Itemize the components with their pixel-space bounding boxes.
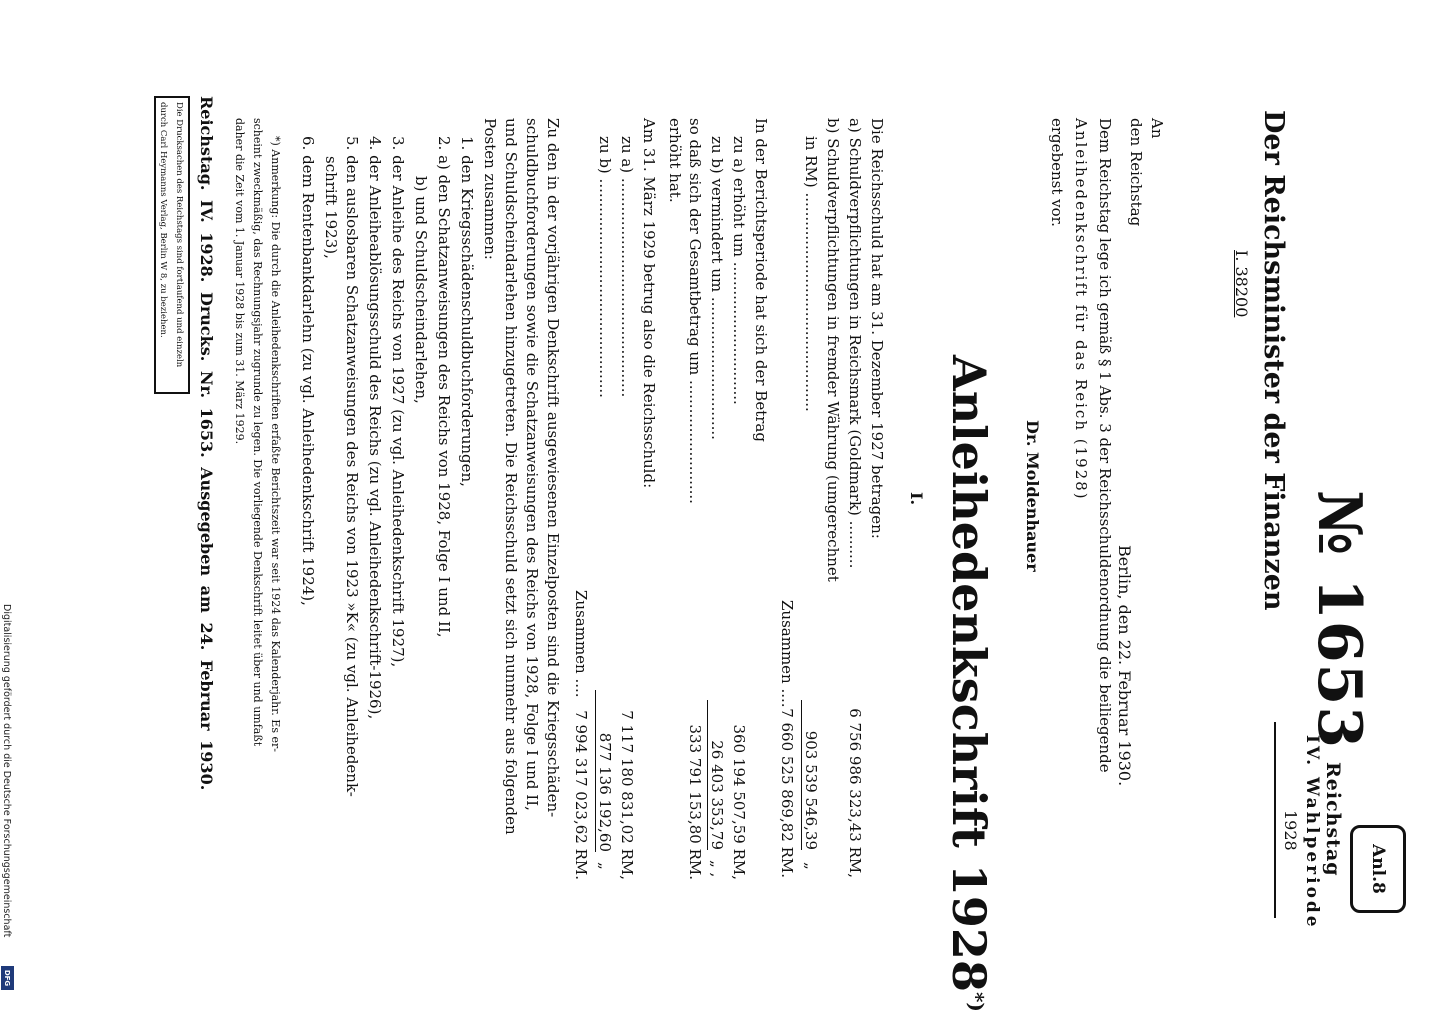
march-b-value: 877 136 192,60 <box>595 690 614 852</box>
change-a-label: zu a) erhöht um .............................. <box>730 136 748 405</box>
header-rule <box>1274 722 1276 918</box>
reichstag-label: Reichstag <box>1322 762 1344 877</box>
place-date: Berlin, den 22. Februar 1930. <box>1115 545 1134 787</box>
addressee-line-2: den Reichstag <box>1127 118 1145 227</box>
list-item: 1. den Kriegsschädenschuldbuchforderungen, <box>458 136 476 487</box>
intro-line-2: Anleihedenkschrift für das Reich (1928) <box>1072 118 1090 501</box>
reference-number: I. 38200 <box>1232 250 1251 318</box>
section-number: I. <box>907 492 926 506</box>
change-b-value: 26 403 353,79 <box>707 700 726 850</box>
march-intro: Am 31. März 1929 betrug also die Reichsschuld: <box>640 118 658 489</box>
list-item: 6. dem Rentenbankdarlehn (zu vgl. Anleihedenkschrift 1924), <box>299 136 317 606</box>
dfg-logo <box>1 966 14 990</box>
dfg-logo-text: DFG <box>3 969 12 987</box>
march-b-ditto: „ <box>596 862 614 870</box>
item-b-ditto: „ <box>802 862 820 870</box>
para-line-4: Posten zusammen: <box>481 118 499 260</box>
para-line-2: schuldbuchforderungen sowie die Schatzanweisungen des Reichs von 1928, Folge I und II, <box>523 118 541 811</box>
list-item: 2. a) den Schatzanweisungen des Reichs von 1928, Folge I und II, <box>435 136 453 638</box>
change-b-label: zu b) vermindert um .............................. <box>708 136 726 440</box>
item-b-label-2: in RM) .............................................. <box>802 136 820 412</box>
net-label-2: erhöht hat. <box>666 118 684 203</box>
footnote-line-2: scheint zweckmäßig, das Rechnungsjahr zugrunde zu legen. Die vorliegende Denkschrift leitet über und umfaßt <box>251 118 264 747</box>
footnote-mark: *) <box>964 991 989 1012</box>
march-a-label: zu a) .............................................. <box>618 136 636 398</box>
change-b-ditto: „ , <box>708 860 726 878</box>
net-value: 333 791 153,80 RM. <box>686 724 704 880</box>
sum1-label: Zusammen .... <box>778 600 796 708</box>
intro-line-3: ergebenst vor. <box>1048 118 1066 227</box>
heading-text: Anleihedenkschrift 1928 <box>942 355 996 992</box>
document-heading <box>942 355 996 1012</box>
item-b-label-1: b) Schuldverpflichtungen in fremder Währung (umgerechnet <box>824 118 842 582</box>
wahlperiode-year: 1928 <box>1281 810 1300 851</box>
footnote-line-1: *) Anmerkung: Die durch die Anleihedenkschriften erfaßte Berichtszeit war seit 1924 das Kalenderjahr. Es er- <box>269 136 282 752</box>
dfg-credit <box>0 604 14 1000</box>
list-item: 3. der Anleihe des Reichs von 1927 (zu vgl. Anleihedenkschrift 1927), <box>389 136 407 668</box>
document-number: № 1653 <box>1304 490 1374 750</box>
march-a-value: 7 117 180 831,02 RM, <box>618 710 636 880</box>
item-a-value: 6 756 986 323,43 RM, <box>846 708 864 878</box>
para-line-3: und Schuldscheindarlehen hinzugetreten. Die Reichsschuld setzt sich nunmehr aus folgenden <box>502 118 520 835</box>
footnote-line-3: daher die Zeit vom 1. Januar 1928 bis zum 31. März 1929. <box>233 118 246 445</box>
sum2-label: Zusammen .... <box>572 590 590 698</box>
sum1-value: 7 660 525 869,82 RM. <box>778 708 796 878</box>
change-intro: In der Berichtsperiode hat sich der Betrag <box>752 118 770 442</box>
intro-line-1: Dem Reichstag lege ich gemäß § 1 Abs. 3 der Reichsschuldenordnung die beiliegende <box>1096 118 1114 773</box>
item-b-value: 903 539 546,39 <box>801 700 820 850</box>
publisher-box: Die Drucksachen des Reichstags sind fortlaufend und einzeln durch Carl Heymanns Verlag, Berlin W 8, zu beziehen. <box>154 96 190 394</box>
minister-title: Der Reichsminister der Finanzen <box>1258 110 1289 611</box>
item-a-label: a) Schuldverpflichtungen in Reichsmark (Goldmark) .......... <box>846 118 864 569</box>
list-item: schrift 1923), <box>322 156 340 259</box>
change-a-value: 360 194 507,59 RM, <box>730 724 748 880</box>
debt-intro: Die Reichsschuld hat am 31. Dezember 1927 betragen: <box>868 118 886 539</box>
para-line-1: Zu den in der vorjährigen Denkschrift ausgewiesenen Einzelposten sind die Kriegsschäden- <box>544 118 562 818</box>
stamp-badge: Anl.8 <box>1350 825 1406 913</box>
dfg-credit-text: Digitalisierung gefördert durch die Deutsche Forschungsgemeinschaft <box>1 604 12 938</box>
signer: Dr. Moldenhauer <box>1023 420 1042 572</box>
list-item: b) und Schuldscheindarlehen, <box>412 176 430 404</box>
addressee-line-1: An <box>1148 118 1166 139</box>
sum2-value: 7 994 317 023,62 RM. <box>572 710 590 880</box>
wahlperiode-label: IV. Wahlperiode <box>1302 735 1322 930</box>
march-b-label: zu b) .............................................. <box>596 136 614 398</box>
list-item: 5. den auslosbaren Schatzanweisungen des Reichs von 1923 »K« (zu vgl. Anleihedenk- <box>343 136 361 797</box>
net-label-1: so daß sich der Gesamtbetrag um .......................... <box>686 118 704 504</box>
list-item: 4. der Anleiheablösungsschuld des Reichs (zu vgl. Anleihedenkschrift-1926), <box>366 136 384 720</box>
footer-line: Reichstag. IV. 1928. Drucks. Nr. 1653. Ausgegeben am 24. Februar 1930. <box>197 96 216 791</box>
